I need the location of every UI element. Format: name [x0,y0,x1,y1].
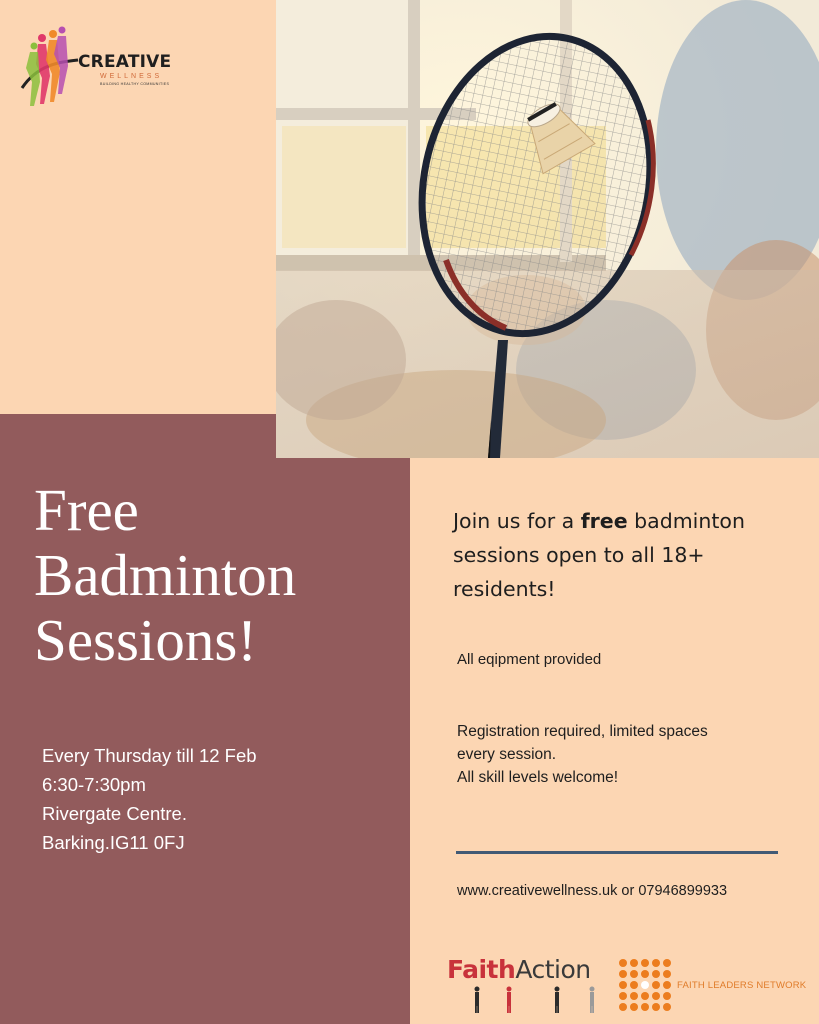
intro-after: badminton sessions open to all 18+ residents! [453,509,745,601]
faithaction-figures-icon [467,985,607,1013]
contact-info: www.creativewellness.uk or 07946899933 [457,883,728,899]
faithaction-logo [445,955,605,1013]
schedule-day: Every Thursday till 12 Feb [42,745,257,766]
brand-tagline: BUILDING HEALTHY COMMUNITIES [100,82,170,86]
venue-address: Barking.IG11 0FJ [42,832,185,853]
badminton-racket-illustration [276,0,819,458]
brand-sub: WELLNESS [100,73,163,80]
divider [456,851,778,854]
brand-name: CREATIVE [78,52,172,72]
creative-wellness-logo [20,24,180,114]
schedule-time: 6:30-7:30pm [42,774,146,795]
title-line-2: Badminton [34,542,297,608]
faith-word: Faith [447,955,516,984]
faithaction-wordmark [447,955,591,984]
registration-line-1: Registration required, limited spaces [457,723,708,740]
venue-name: Rivergate Centre. [42,803,187,824]
equipment-note: All eqipment provided [457,651,602,668]
faith-leaders-network-text: FAITH LEADERS NETWORK [677,980,807,991]
intro-before: Join us for a [453,509,581,533]
registration-line-2: every session. [457,746,557,763]
intro-bold: free [580,509,628,533]
title-line-1: Free [34,477,139,543]
intro-text [453,504,793,606]
action-word: Action [515,955,591,984]
page-title [34,478,404,673]
faith-leaders-dots-icon [617,957,673,1013]
registration-line-3: All skill levels welcome! [457,769,619,786]
session-details [42,741,257,857]
title-line-3: Sessions! [34,607,257,673]
registration-note [457,720,708,789]
faith-leaders-network-logo [617,957,807,1015]
creative-wellness-logo-icon [20,24,80,114]
